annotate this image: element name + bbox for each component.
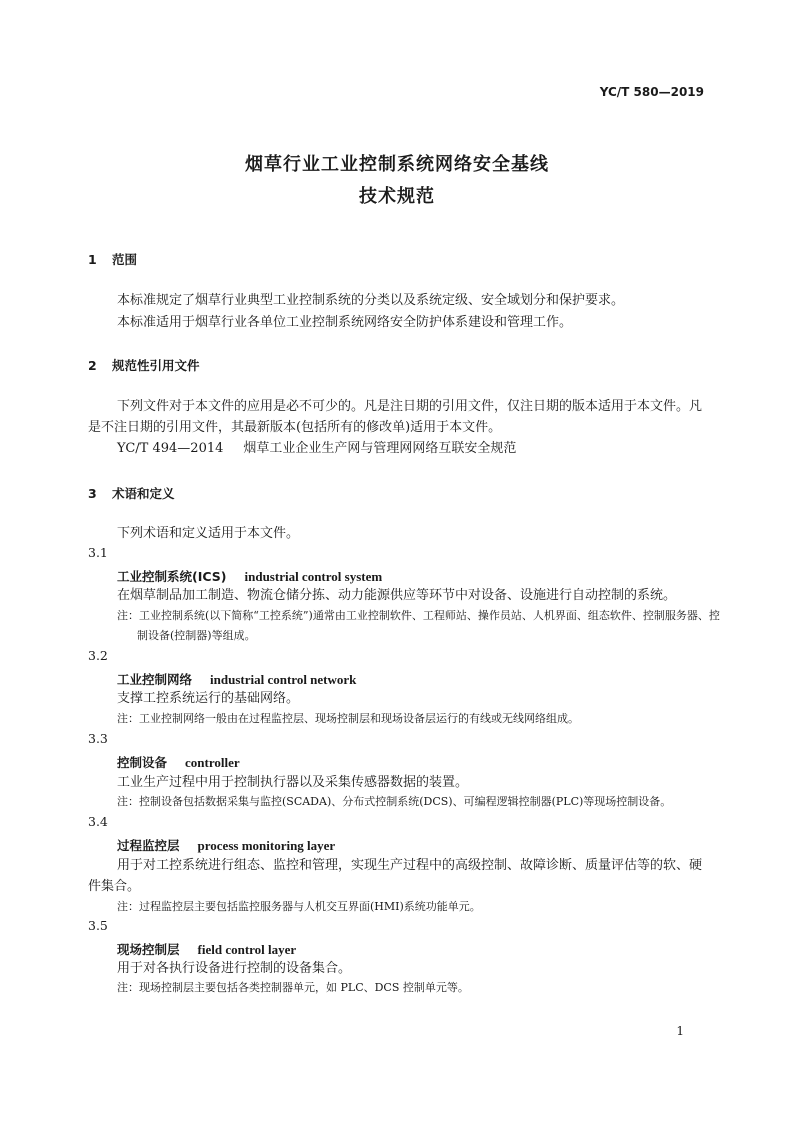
term-en: industrial control system xyxy=(244,569,383,584)
section-3-number: 3 xyxy=(88,486,97,501)
term-en: industrial control network xyxy=(210,672,357,687)
term-clause-number: 3.2 xyxy=(88,648,108,663)
section-2-paragraph: 下列文件对于本文件的应用是必不可少的。凡是注日期的引用文件，仅注日期的版本适用于本文件。凡是不注日期的引用文件，其最新版本(包括所有的修改单)适用于本文件。 xyxy=(88,399,703,435)
term-definition: 用于对各执行设备进行控制的设备集合。 xyxy=(117,961,352,976)
section-3-title: 术语和定义 xyxy=(112,486,175,501)
term-en: field control layer xyxy=(197,942,297,957)
term-clause-number: 3.1 xyxy=(88,545,108,560)
section-3-heading xyxy=(88,484,175,502)
section-2-heading xyxy=(88,356,200,374)
section-3-intro: 下列术语和定义适用于本文件。 xyxy=(117,526,300,541)
standard-number: YC/T 580—2019 xyxy=(599,85,704,99)
term-note: 注：过程监控层主要包括监控服务器与人机交互界面(HMI)系统功能单元。 xyxy=(117,900,481,913)
term-note: 注：工业控制网络一般由在过程监控层、现场控制层和现场设备层运行的有线或无线网络组成。 xyxy=(117,712,579,725)
term-clause-number: 3.5 xyxy=(88,918,108,933)
term-heading xyxy=(117,567,382,585)
section-2-number: 2 xyxy=(88,358,97,373)
reference-code: YC/T 494—2014 xyxy=(117,441,224,456)
section-1-heading xyxy=(88,250,137,268)
term-clause-number: 3.4 xyxy=(88,814,108,829)
document-subtitle: 技术规范 xyxy=(359,186,435,207)
term-en: controller xyxy=(185,755,240,770)
term-heading xyxy=(117,670,356,688)
term-note: 注：控制设备包括数据采集与监控(SCADA)、分布式控制系统(DCS)、可编程逻辑控制器(PLC)等现场控制设备。 xyxy=(117,795,672,808)
term-definition: 工业生产过程中用于控制执行器以及采集传感器数据的装置。 xyxy=(117,775,469,790)
term-definition: 在烟草制品加工制造、物流仓储分拣、动力能源供应等环节中对设备、设施进行自动控制的系统。 xyxy=(117,588,677,603)
term-definition: 用于对工控系统进行组态、监控和管理，实现生产过程中的高级控制、故障诊断、质量评估等的软、硬件集合。 xyxy=(88,858,703,894)
term-heading xyxy=(117,940,296,958)
term-note: 注：现场控制层主要包括各类控制器单元，如 PLC、DCS 控制单元等。 xyxy=(117,981,469,994)
term-heading xyxy=(117,836,335,854)
section-1-title: 范围 xyxy=(112,252,138,267)
term-definition: 支撑工控系统运行的基础网络。 xyxy=(117,691,300,706)
reference-title: 烟草工业企业生产网与管理网网络互联安全规范 xyxy=(243,441,517,456)
term-zh: 工业控制网络 xyxy=(117,672,193,687)
term-zh: 现场控制层 xyxy=(117,942,180,957)
section-1-paragraph: 本标准规定了烟草行业典型工业控制系统的分类以及系统定级、安全域划分和保护要求。 xyxy=(117,293,625,308)
document-title: 烟草行业工业控制系统网络安全基线 xyxy=(245,154,549,175)
term-zh: 工业控制系统(ICS) xyxy=(117,569,227,584)
term-zh: 控制设备 xyxy=(117,755,168,770)
normative-reference xyxy=(117,438,516,459)
term-clause-number: 3.3 xyxy=(88,731,108,746)
page-number: 1 xyxy=(676,1024,684,1038)
term-note: 注：工业控制系统(以下简称“工控系统”)通常由工业控制软件、工程师站、操作员站、人机界面、组态软件、控制服务器、控制设备(控制器)等组成。 xyxy=(117,609,720,642)
term-heading xyxy=(117,753,240,771)
term-en: process monitoring layer xyxy=(197,838,336,853)
term-zh: 过程监控层 xyxy=(117,838,180,853)
section-1-number: 1 xyxy=(88,252,97,267)
section-2-title: 规范性引用文件 xyxy=(112,358,200,373)
section-1-paragraph: 本标准适用于烟草行业各单位工业控制系统网络安全防护体系建设和管理工作。 xyxy=(117,315,573,330)
